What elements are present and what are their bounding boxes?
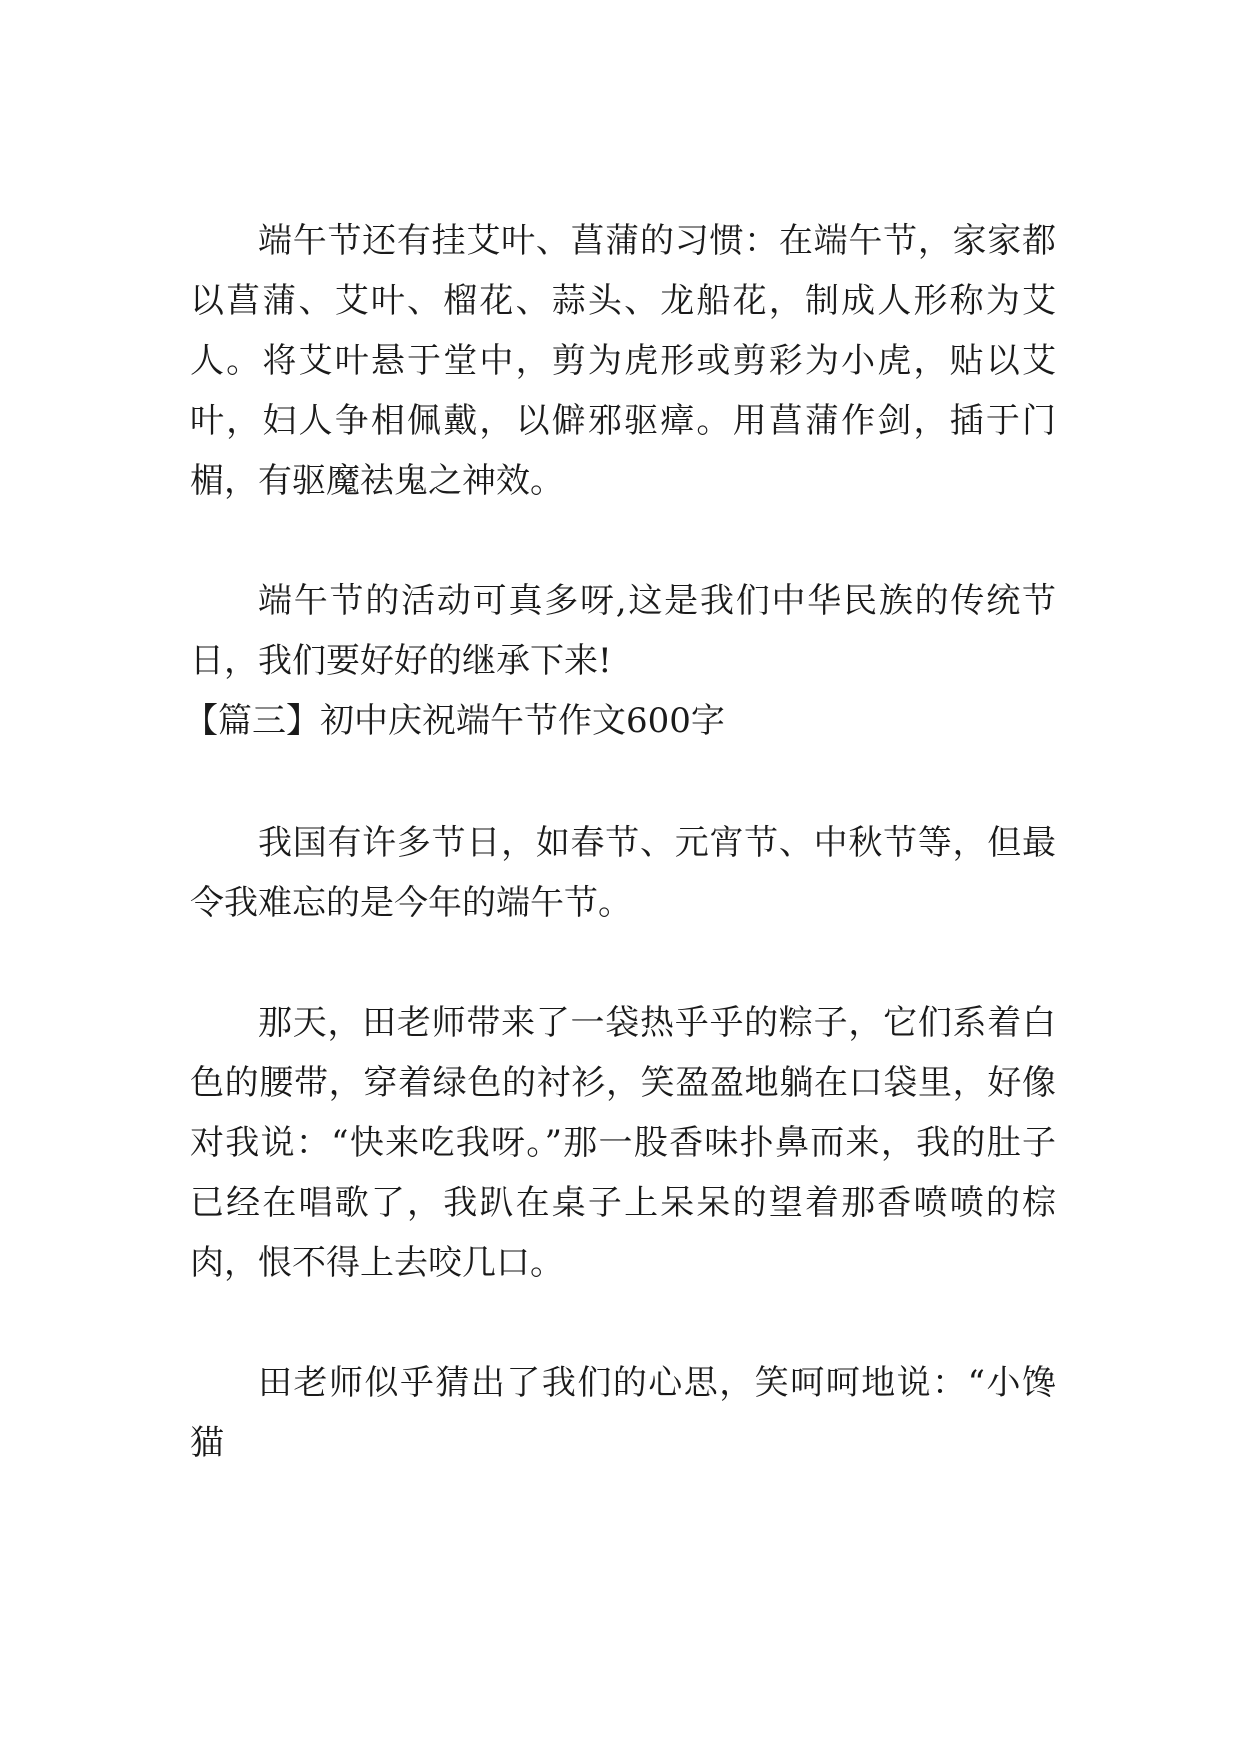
paragraph-mugwort-custom: 端午节还有挂艾叶、菖蒲的习惯：在端午节，家家都以菖蒲、艾叶、榴花、蒜头、龙船花，制成人形称为艾人。将艾叶悬于堂中，剪为虎形或剪彩为小虎，贴以艾叶，妇人争相佩戴，以僻邪驱瘴。用菖蒲作剑，插于门楣，有驱魔祛鬼之神效。 — [190, 221, 1056, 501]
document-body — [184, 211, 1056, 1473]
paragraph-festival-activities: 端午节的活动可真多呀,这是我们中华民族的传统节日，我们要好好的继承下来! — [190, 581, 1056, 681]
paragraph-teacher-speaks: 田老师似乎猜出了我们的心思，笑呵呵地说：“小馋猫 — [190, 1363, 1056, 1463]
section-heading: 【篇三】初中庆祝端午节作文600字 — [184, 701, 725, 741]
paragraph-teacher-zongzi: 那天，田老师带来了一袋热乎乎的粽子，它们系着白色的腰带，穿着绿色的衬衫，笑盈盈地躺在口袋里，好像对我说：“快来吃我呀。”那一股香味扑鼻而来，我的肚子已经在唱歌了，我趴在桌子上呆呆的望着那香喷喷的棕肉，恨不得上去咬几口。 — [190, 1003, 1056, 1283]
paragraph-festivals-intro: 我国有许多节日，如春节、元宵节、中秋节等，但最令我难忘的是今年的端午节。 — [190, 823, 1056, 923]
